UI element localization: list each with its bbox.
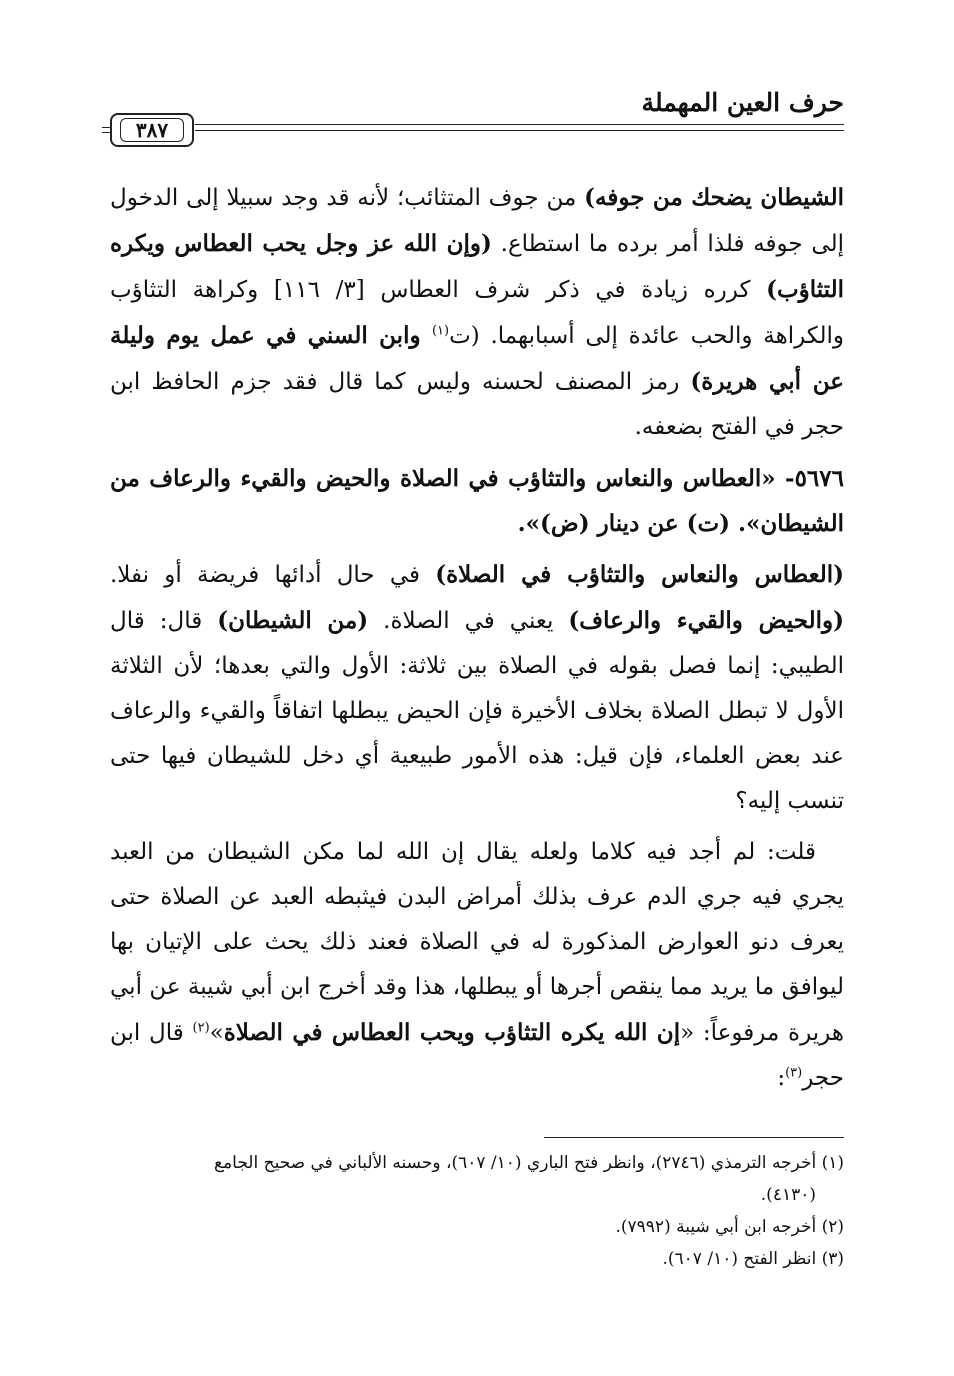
footnotes — [110, 1147, 844, 1275]
quote-mark: » — [209, 1020, 224, 1046]
footnote-2: (٢) أخرجه ابن أبي شيبة (٧٩٩٢). — [615, 1217, 844, 1237]
header-rule-top — [195, 124, 844, 125]
page-number: ٣٨٧ — [120, 118, 184, 142]
quoted-text: (وإن الله عز وجل يحب العطاس ويكره التثاؤب) — [110, 230, 844, 303]
footnote-1-continuation: (٤١٣٠). — [760, 1185, 816, 1205]
footnote-1: (١) أخرجه الترمذي (٢٧٤٦)، وانظر فتح الباري (١٠/ ٦٠٧)، وحسنه الألباني في صحيح الجامع — [213, 1153, 844, 1173]
quoted-text: (من الشيطان) — [217, 607, 369, 634]
header-rule-bottom — [195, 130, 844, 131]
quoted-text: (والحيض والقيء والرعاف) — [568, 607, 844, 634]
paragraph-3 — [110, 552, 844, 824]
page-number-ornament — [102, 127, 110, 133]
commentary-text: قلت: لم أجد فيه كلاما ولعله يقال إن الله لما مكن الشيطان من العبد يجري فيه جري الدم عرف بذلك أمراض البدن فيثبطه العبد عن الصلاة حتى يعرف دنو العوارض المذكورة له في الصلاة فعند ذلك يحث على الإتيان بها ليوافق ما يريد مما ينقص أجرها أو يبطلها، هذا وقد أخرج ابن أبي شيبة عن أبي هريرة مرفوعاً: « — [110, 839, 845, 1046]
running-title: حرف العين المهملة — [641, 88, 844, 117]
paragraph-1 — [110, 175, 844, 450]
footnote-ref: (٣) — [785, 1065, 803, 1081]
footnote-3: (٣) انظر الفتح (١٠/ ٦٠٧). — [662, 1249, 844, 1269]
footnote-ref: (٢) — [192, 1020, 210, 1036]
commentary-text: رمز المصنف لحسنه وليس كما قال فقد جزم الحافظ ابن حجر في الفتح بضعفه. — [110, 369, 844, 440]
main-text — [110, 175, 844, 1101]
hadith-entry-5676: ٥٦٧٦- «العطاس والنعاس والتثاؤب في الصلاة والحيض والقيء والرعاف من الشيطان». (ت) عن دينار (ض)». — [110, 465, 844, 537]
quoted-text: وابن السني في عمل يوم وليلة عن أبي هريرة) — [110, 322, 844, 395]
quoted-text: إن الله يكره التثاؤب ويحب العطاس في الصلاة — [223, 1019, 681, 1046]
commentary-text: قال ابن حجر — [110, 1020, 844, 1091]
footnote-ref: (١) — [431, 323, 450, 339]
quoted-text: (العطاس والنعاس والتثاؤب في الصلاة) — [435, 561, 844, 588]
commentary-text: : — [777, 1065, 786, 1091]
quoted-text: الشيطان يضحك من جوفه) — [584, 184, 845, 211]
commentary-text: من جوف المتثائب؛ لأنه قد وجد سبيلا إلى الدخول إلى جوفه فلذا أمر برده ما استطاع. — [110, 185, 844, 257]
paragraph-4 — [110, 830, 844, 1101]
commentary-text: قال: قال الطيبي: إنما فصل بقوله في الصلاة بين ثلاثة: الأول والتي بعدها؛ لأن الثلاثة الأول لا تبطل الصلاة بخلاف الأخيرة فإن الحيض يبطلها اتفاقاً والقيء والرعاف عند بعض العلماء، فإن قيل: هذه الأمور طبيعية أي دخل للشيطان فيها حتى تنسب إليه؟ — [110, 608, 844, 814]
commentary-text: في حال أدائها فريضة أو نفلا. — [110, 562, 436, 588]
commentary-text: كرره زيادة في ذكر شرف العطاس [٣/ ١١٦] وكراهة التثاؤب والكراهة والحب عائدة إلى أسبابهما. (ت — [110, 277, 844, 349]
page-number-frame — [110, 113, 194, 147]
commentary-text: يعني في الصلاة. — [368, 608, 569, 634]
footnote-rule — [544, 1137, 844, 1138]
